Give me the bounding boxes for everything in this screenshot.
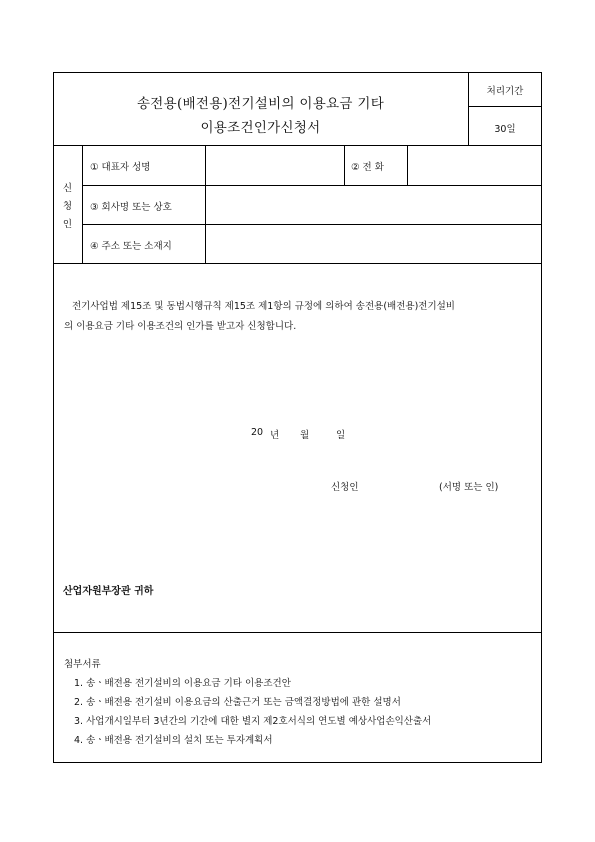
applicant-section-label-2: 청 [62,201,73,212]
attachment-item-3: 3. 사업개시일부터 3년간의 기간에 대한 별지 제2호서식의 연도별 예상사업손익산출서 [74,716,432,727]
applicant-row-rule-2 [82,224,542,225]
signature-note: (서명 또는 인) [439,482,499,493]
attachment-item-2: 2. 송ㆍ배전용 전기설비 이용요금의 산출근거 또는 금액결정방법에 관한 설명서 [74,697,401,708]
application-form-frame [53,72,542,763]
applicant-column-divider [82,145,83,263]
processing-period-value: 30일 [494,124,516,135]
request-paragraph-line1: 전기사업법 제15조 및 동법시행규칙 제15조 제1항의 규정에 의하여 송전용(배전용)전기설비 [72,301,455,312]
date-day-unit: 일 [336,430,346,441]
phone-label: ② 전 화 [351,162,384,173]
company-label: ③ 회사명 또는 상호 [90,202,172,213]
applicant-section-label-1: 신 [62,183,73,194]
processing-divider [468,106,542,107]
label-column-divider [205,145,206,263]
date-year: 20 [251,427,264,438]
attachments-top-rule [53,632,542,633]
phone-right-divider [407,145,408,185]
applicant-row-rule-1 [82,185,542,186]
form-title-line2: 이용조건인가신청서 [200,120,321,136]
attachment-item-1: 1. 송ㆍ배전용 전기설비의 이용요금 기타 이용조건안 [74,678,291,689]
date-month-unit: 월 [300,430,310,441]
phone-left-divider [344,145,345,185]
attachment-item-4: 4. 송ㆍ배전용 전기설비의 설치 또는 투자계획서 [74,735,273,746]
header-bottom-rule [53,145,542,146]
form-title-line1: 송전용(배전용)전기설비의 이용요금 기타 [136,96,385,112]
applicant-signature-label: 신청인 [331,482,359,493]
recipient: 산업자원부장관 귀하 [63,586,154,597]
rep-name-label: ① 대표자 성명 [90,162,151,173]
applicant-section-label-3: 인 [62,219,73,230]
request-paragraph-line2: 의 이용요금 기타 이용조건의 인가를 받고자 신청합니다. [64,321,297,332]
address-label: ④ 주소 또는 소재지 [90,241,172,252]
date-year-unit: 년 [270,430,280,441]
processing-period-label: 처리기간 [486,86,524,97]
attachments-heading: 첨부서류 [64,659,101,670]
applicant-bottom-rule [53,263,542,264]
